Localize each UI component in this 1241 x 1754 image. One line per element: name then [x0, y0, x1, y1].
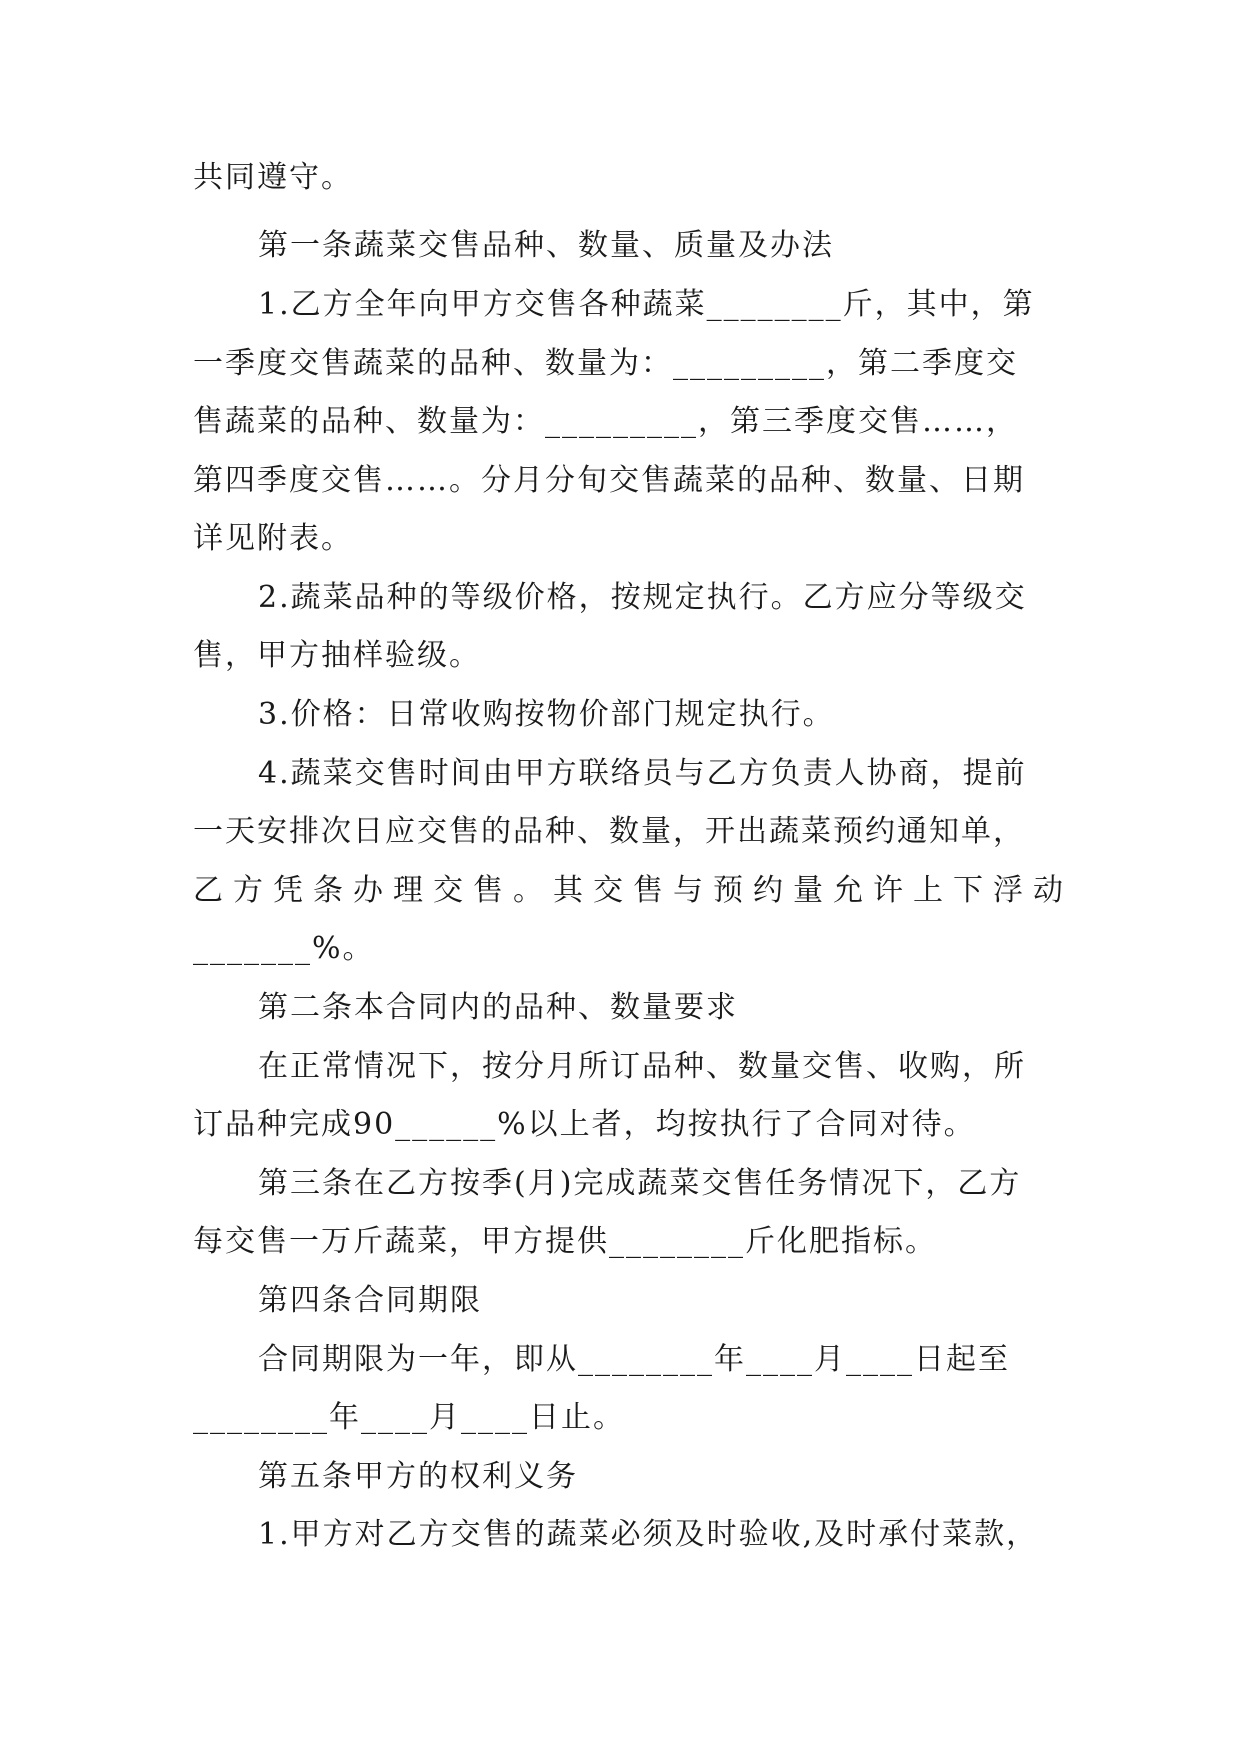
text-line-3: 1.乙方全年向甲方交售各种蔬菜________斤，其中，第 [258, 287, 1035, 322]
text-line-14: _______%。 [193, 931, 375, 966]
section-heading-5: 第五条甲方的权利义务 [258, 1459, 578, 1494]
text-line-22: ________年____月____日止。 [193, 1400, 625, 1435]
text-line-17: 订品种完成90______%以上者，均按执行了合同对待。 [193, 1107, 976, 1142]
text-line-19: 每交售一万斤蔬菜，甲方提供________斤化肥指标。 [193, 1224, 937, 1259]
text-line-13: 乙方凭条办理交售。其交售与预约量允许上下浮动 [193, 873, 1073, 908]
text-line-12: 一天安排次日应交售的品种、数量，开出蔬菜预约通知单， [193, 814, 1025, 849]
text-line-9: 售，甲方抽样验级。 [193, 638, 481, 673]
text-line-7: 详见附表。 [193, 521, 353, 556]
text-line-24: 1.甲方对乙方交售的蔬菜必须及时验收,及时承付菜款， [258, 1517, 1039, 1552]
text-line-10: 3.价格：日常收购按物价部门规定执行。 [258, 697, 835, 732]
text-line-8: 2.蔬菜品种的等级价格，按规定执行。乙方应分等级交 [258, 580, 1027, 615]
text-line-16: 在正常情况下，按分月所订品种、数量交售、收购，所 [258, 1049, 1026, 1084]
text-line-21: 合同期限为一年，即从________年____月____日起至 [258, 1342, 1010, 1377]
section-heading-2: 第二条本合同内的品种、数量要求 [258, 990, 738, 1025]
text-line-5: 售蔬菜的品种、数量为：_________，第三季度交售……， [193, 404, 1018, 439]
text-line-4: 一季度交售蔬菜的品种、数量为：_________，第二季度交 [193, 346, 1018, 381]
section-heading-4: 第四条合同期限 [258, 1283, 482, 1318]
section-heading-1: 第一条蔬菜交售品种、数量、质量及办法 [258, 228, 834, 263]
section-heading-3: 第三条在乙方按季(月)完成蔬菜交售任务情况下，乙方 [258, 1166, 1022, 1201]
text-line-11: 4.蔬菜交售时间由甲方联络员与乙方负责人协商，提前 [258, 756, 1027, 791]
text-line-6: 第四季度交售……。分月分旬交售蔬菜的品种、数量、日期 [193, 463, 1025, 498]
text-line-1: 共同遵守。 [193, 160, 353, 195]
